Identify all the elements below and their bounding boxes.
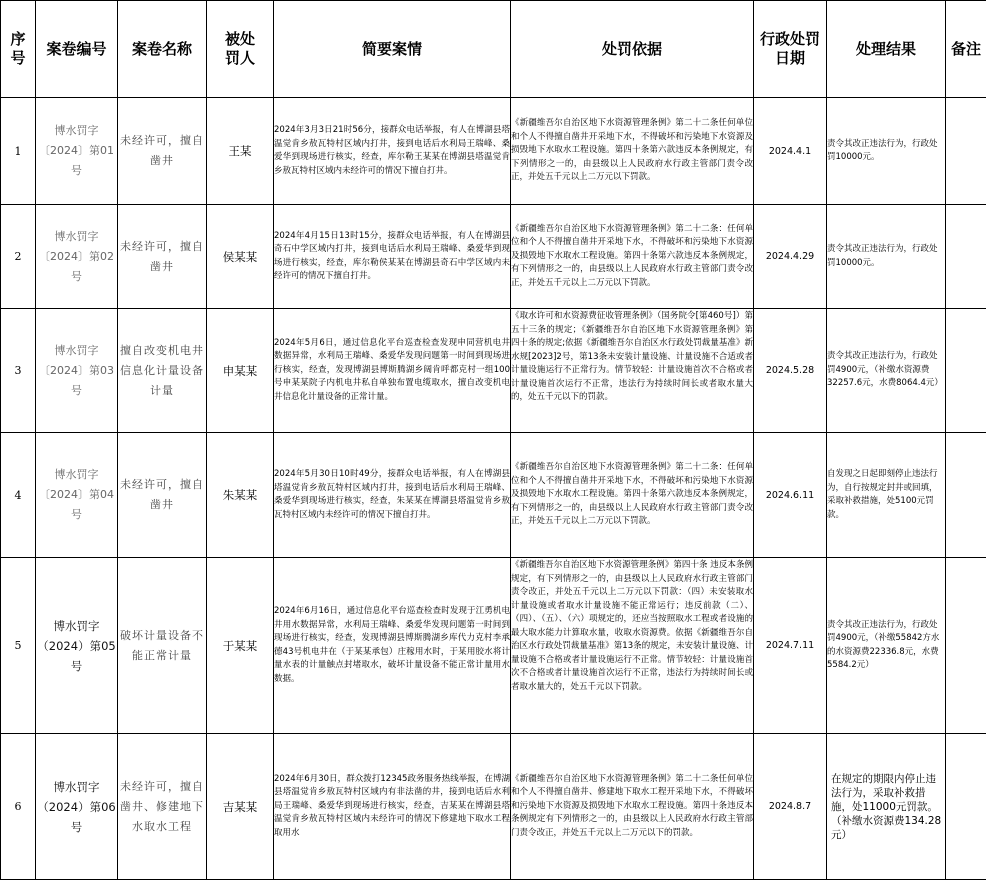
case-number: 博水罚字〔2024〕第04号 <box>36 433 118 558</box>
row-no: 2 <box>1 205 36 309</box>
penalty-date: 2024.6.11 <box>754 433 827 558</box>
row-no: 3 <box>1 309 36 433</box>
penalty-result: 自发现之日起即刻停止违法行为，自行按规定封井或回填，采取补救措施，处5100元罚款。 <box>827 433 946 558</box>
remark <box>946 205 986 309</box>
case-name: 未经许可，擅自凿井 <box>118 98 207 205</box>
row-no: 4 <box>1 433 36 558</box>
penalty-basis: 《新疆维吾尔自治区地下水资源管理条例》第二十二条：任何单位和个人不得擅自凿井开采地下水，不得破坏和污染地下水资源及损毁地下水取水工程设施。第四十条第六款违反本条例规定，有下列情形之一的，由县级以上人民政府水行政主管部门责令改正，并处五千元以上二万元以下罚款。 <box>511 205 754 309</box>
penalty-date: 2024.7.11 <box>754 558 827 734</box>
penalty-result: 责令其改正违法行为，行政处罚4900元，（补缴55842方水的水资源费22336.8元，水费5584.2元） <box>827 558 946 734</box>
table-row <box>1 309 986 433</box>
header-party: 被处罚人 <box>207 1 274 98</box>
penalized-party: 朱某某 <box>207 433 274 558</box>
header-result: 处理结果 <box>827 1 946 98</box>
case-name: 擅自改变机电井信息化计量设备计量 <box>118 309 207 433</box>
case-brief: 2024年4月15日13时15分，接群众电话举报，有人在博湖县奇石中学区域内打井，接到电话后水利局王瑞峰、桑爱华到现场进行核实，经查，库尔勒侯某某在博湖县奇石中学区域内未经许可的情况下擅自打井。 <box>274 205 511 309</box>
header-case-no: 案卷编号 <box>36 1 118 98</box>
penalty-date: 2024.4.1 <box>754 98 827 205</box>
remark <box>946 433 986 558</box>
table-row <box>1 734 986 880</box>
case-number: 博水罚字〔2024〕第01号 <box>36 98 118 205</box>
penalty-basis-text: 《取水许可和水资源费征收管理条例》（国务院令[第460号]）第五十三条的规定；《新疆维吾尔自治区地下水资源管理条例》第四十条的规定;依据《新疆维吾尔自治区水行政处罚裁量基准》新水规[2023]2号，第13条未安装计量设施、计量设施不合适或者计量设施运行不正常行为。情节较轻：计量设施首次不合格或者计量设施首次运行不正常，违法行为持续时间长或者取水量大的，处五千元以下的罚款。 <box>511 311 753 402</box>
row-no: 6 <box>1 734 36 880</box>
penalty-basis-text: 《新疆维吾尔自治区地下水资源管理条例》第四十条 违反本条例规定，有下列情形之一的，由县级以上人民政府水行政主管部门责令改正，并处五千元以上二万元以下罚款：（四）未安装取水计量设施或者取水计量设施不能正常运行；违反前款（二）、（四）、（五）、（六）项规定的，还应当按照取水工程或者设施的最大取水能力计算取水量，收取水资源费。依据《新疆维吾尔自治区水行政处罚裁量基准》第13条的规定，未安装计量设施、计量设施不合格或者计量设施运行不正常。情节较轻：计量设施首次不合格或者计量设施首次运行不正常，违法行为持续时间长或者取水量大的，处五千元以下罚款。 <box>511 560 753 692</box>
row-no: 5 <box>1 558 36 734</box>
penalty-date: 2024.5.28 <box>754 309 827 433</box>
case-brief: 2024年6月16日，通过信息化平台巡查检查时发现于江勇机电井用水数据异常，水利局王瑞峰、桑爱华发现问题第一时间到现场进行核实，经查，发现博湖县博斯腾湖乡库代力克村李承德43号机电井在（于某某承包）庄稼用水时，于某用胶水将计量水表的计量触点封堵取水，破坏计量设备不能正常计量用水数据。 <box>274 558 511 734</box>
header-date: 行政处罚日期 <box>754 1 827 98</box>
header-remark: 备注 <box>946 1 986 98</box>
case-name: 未经许可，擅自凿井、修建地下水取水工程 <box>118 734 207 880</box>
header-brief: 简要案情 <box>274 1 511 98</box>
penalty-basis: 《新疆维吾尔自治区地下水资源管理条例》第二十二条任何单位和个人不得擅自凿井、修建地下取水工程开采地下水，不得破坏和污染地下水资源及损毁地下水取水工程设施。第四十条违反本条例规定有下列情形之一的，由县级以上人民政府水行政主管部门责令改正，并处五千元以上二万元以下的罚款。 <box>511 734 754 880</box>
penalized-party: 侯某某 <box>207 205 274 309</box>
case-brief: 2024年3月3日21时56分，接群众电话举报，有人在博湖县塔温觉肯乡敖瓦特村区域内打井，接到电话后水利局王瑞峰、桑爱华到现场进行核实，经查，库尔勒王某某在博湖县塔温觉肯乡敖瓦特村区域内未经许可的情况下擅自打井。 <box>274 98 511 205</box>
penalty-basis <box>511 309 754 433</box>
header-basis: 处罚依据 <box>511 1 754 98</box>
case-number: 博水罚字〔2024〕第02号 <box>36 205 118 309</box>
penalized-party: 吉某某 <box>207 734 274 880</box>
case-name: 未经许可，擅自凿井 <box>118 433 207 558</box>
remark <box>946 558 986 734</box>
header-row <box>1 1 986 98</box>
remark <box>946 98 986 205</box>
remark <box>946 734 986 880</box>
header-no: 序号 <box>1 1 36 98</box>
penalty-result: 责令其改正违法行为，行政处罚10000元。 <box>827 98 946 205</box>
table-row <box>1 205 986 309</box>
case-brief: 2024年5月6日，通过信息化平台巡查检查发现申同营机电井数据异常，水利局王瑞峰、桑爱华发现问题第一时间到现场进行核实，经查，发现博湖县博斯腾湖乡阔肯呼都克村一组100号申某某院子内机电井私自单独布置电缆取水，擅自改变机电井信息化计量设备的正常计量。 <box>274 309 511 433</box>
penalty-date: 2024.8.7 <box>754 734 827 880</box>
penalty-result: 在规定的期限内停止违法行为，采取补救措施，处11000元罚款。（补缴水资源费134.28元） <box>827 734 946 880</box>
table-row <box>1 558 986 734</box>
penalty-result: 责令其改正违法行为，行政处罚4900元，（补缴水资源费32257.6元，水费8064.4元） <box>827 309 946 433</box>
remark <box>946 309 986 433</box>
penalized-party: 于某某 <box>207 558 274 734</box>
penalty-basis: 《新疆维吾尔自治区地下水资源管理条例》第二十二条任何单位和个人不得擅自凿井开采地下水，不得破坏和污染地下水资源及损毁地下水取水工程设施。第四十条第六款违反本条例规定，有下列情形之一的，由县级以上人民政府水行政主管部门责令改正，并处五千元以上二万元以下罚款。 <box>511 98 754 205</box>
penalty-basis: 《新疆维吾尔自治区地下水资源管理条例》第二十二条：任何单位和个人不得擅自凿井开采地下水，不得破坏和污染地下水资源及损毁地下水取水工程设施。第四十条第六款违反本条例规定，有下列情形之一的，由县级以上人民政府水行政主管部门责令改正，并处五千元以上二万元以下罚款。 <box>511 433 754 558</box>
penalty-date: 2024.4.29 <box>754 205 827 309</box>
case-name: 未经许可，擅自凿井 <box>118 205 207 309</box>
case-brief: 2024年6月30日，群众拨打12345政务服务热线举报，在博湖县塔温觉肯乡敖瓦特村区域内有非法凿的井，接到电话后水利局王瑞峰、桑爱华到现场进行核实，经查，吉某某在博湖县塔温觉肯乡敖瓦特村区域内未经许可的情况下修建地下取水工程取用水 <box>274 734 511 880</box>
penalized-party: 申某某 <box>207 309 274 433</box>
case-number: 博水罚字（2024）第05号 <box>36 558 118 734</box>
row-no: 1 <box>1 98 36 205</box>
table-row <box>1 98 986 205</box>
penalty-result: 责令其改正违法行为，行政处罚10000元。 <box>827 205 946 309</box>
table-row <box>1 433 986 558</box>
header-case-name: 案卷名称 <box>118 1 207 98</box>
case-number: 博水罚字〔2024〕第03号 <box>36 309 118 433</box>
case-number: 博水罚字（2024）第06号 <box>36 734 118 880</box>
case-brief: 2024年5月30日10时49分，接群众电话举报，有人在博湖县塔温觉肯乡敖瓦特村区域内打井，接到电话后水利局王瑞峰、桑爱华到现场进行核实，经查，朱某某在博湖县塔温觉肯乡敖瓦特村区域内未经许可的情况下擅自打井。 <box>274 433 511 558</box>
penalty-basis <box>511 558 754 734</box>
penalized-party: 王某 <box>207 98 274 205</box>
case-name: 破坏计量设备不能正常计量 <box>118 558 207 734</box>
